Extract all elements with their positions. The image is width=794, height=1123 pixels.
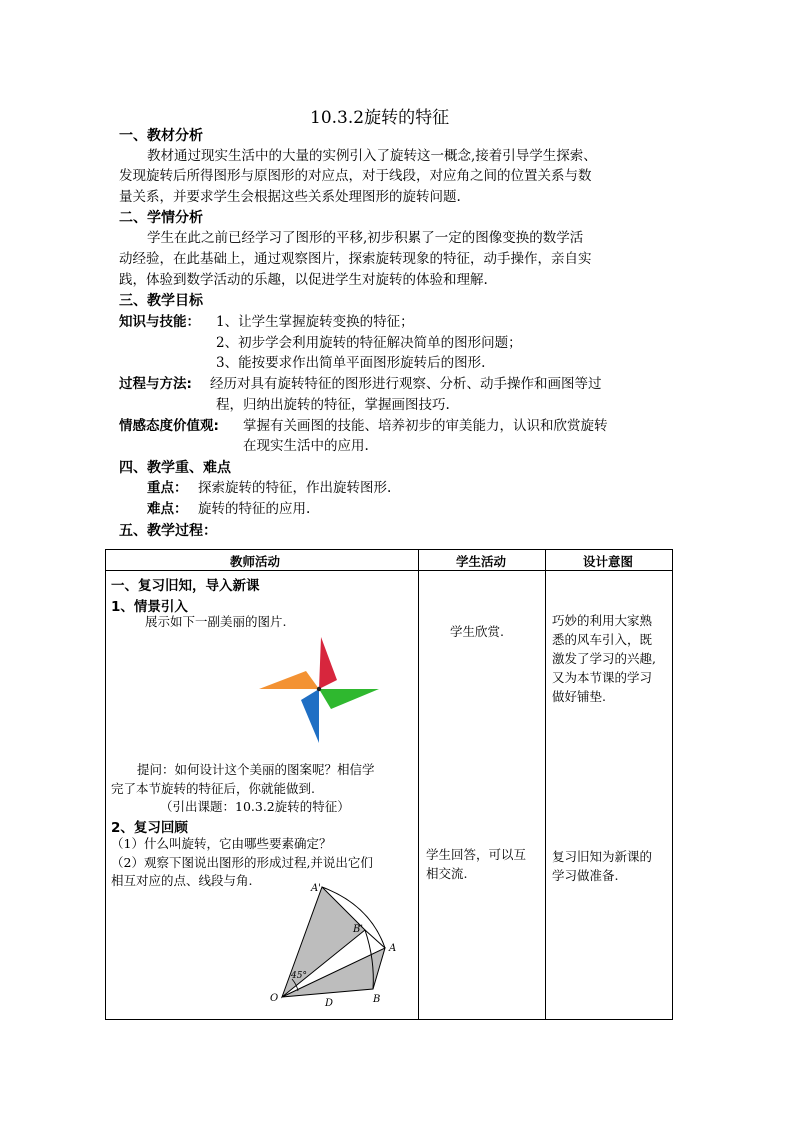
pinwheel-blade-red (319, 637, 337, 689)
table-border-bottom (105, 1019, 673, 1020)
pinwheel-image (255, 632, 385, 747)
pinwheel-center (317, 687, 321, 691)
header-intent: 设计意图 (583, 554, 634, 569)
intent-line: 巧妙的利用大家熟 (552, 613, 653, 628)
student-activity: 学生欣赏. (450, 624, 504, 639)
point-label-B-prime: B' (353, 924, 364, 935)
angle-label: 45° (291, 971, 307, 981)
knowledge-item: 2、初步学会利用旋转的特征解决简单的图形问题； (216, 335, 522, 351)
point-label-A: A (389, 943, 397, 954)
rotation-figure (265, 880, 405, 1010)
table-border-top (105, 549, 673, 550)
header-student: 学生活动 (456, 554, 507, 569)
point-label-B: B (373, 994, 381, 1005)
part1-heading: 一、复习旧知，导入新课 (111, 578, 260, 594)
pinwheel-blade-blue (301, 689, 319, 743)
key-label: 重点： (147, 480, 188, 496)
paragraph-line: 学生在此之前已经学习了图形的平移,初步积累了一定的图像变换的数学活 (147, 230, 584, 246)
point-label-O: O (270, 993, 279, 1004)
intent-line: 激发了学习的兴趣, (552, 651, 656, 666)
pinwheel-blade-orange (259, 671, 319, 689)
subheading-scenario: 1、情景引入 (111, 599, 188, 615)
review-line: （1）什么叫旋转，它由哪些要素确定？ (111, 836, 332, 851)
question-line: （引出课题：10.3.2旋转的特征） (160, 799, 350, 814)
question-line: 完了本节旋转的特征后，你就能做到. (111, 781, 315, 796)
knowledge-item: 3、能按要求作出简单平面图形旋转后的图形. (216, 355, 486, 371)
difficulty-text: 旋转的特征的应用. (198, 501, 311, 517)
section-heading-teaching-process: 五、教学过程： (119, 523, 217, 539)
header-teacher: 教师活动 (230, 554, 281, 569)
section-heading-learner-analysis: 二、学情分析 (119, 210, 203, 226)
process-text: 经历对具有旋转特征的图形进行观察、分析、动手操作和画图等过 (210, 376, 602, 392)
knowledge-label: 知识与技能： (119, 314, 200, 330)
key-text: 探索旋转的特征，作出旋转图形. (198, 480, 392, 496)
table-column-divider (545, 549, 546, 1020)
paragraph-line: 动经验，在此基础上，通过观察图片，探索旋转现象的特征，动手操作，亲自实 (119, 251, 592, 267)
cell-text: 展示如下一副美丽的图片. (145, 614, 287, 629)
paragraph-line: 践，体验到数学活动的乐趣，以促进学生对旋转的体验和理解. (119, 272, 488, 288)
table-header-divider (105, 570, 673, 571)
difficulty-label: 难点： (147, 501, 188, 517)
knowledge-item: 1、让学生掌握旋转变换的特征； (216, 314, 414, 330)
question-line: 提问：如何设计这个美丽的图案呢？相信学 (137, 762, 375, 777)
point-label-D: D (325, 998, 334, 1009)
table-border-right (672, 549, 673, 1020)
section-heading-key-points: 四、教学重、难点 (119, 460, 231, 476)
emotion-text: 在现实生活中的应用. (243, 438, 369, 454)
section-heading-textbook-analysis: 一、教材分析 (119, 128, 203, 144)
table-border-left (105, 549, 106, 1020)
emotion-label: 情感态度价值观: (119, 418, 219, 434)
intent-line: 悉的风车引入，既 (552, 632, 653, 647)
process-text: 程，归纳出旋转的特征，掌握画图技巧. (216, 397, 450, 413)
review-line: 相互对应的点、线段与角. (111, 873, 253, 888)
process-label: 过程与方法: (119, 376, 192, 392)
student-activity-line: 学生回答，可以互 (426, 847, 527, 862)
intent-line: 又为本节课的学习 (552, 670, 653, 685)
intent-line: 学习做准备. (552, 868, 619, 883)
review-line: （2）观察下图说出图形的形成过程,并说出它们 (111, 855, 373, 870)
subheading-review: 2、复习回顾 (111, 820, 188, 836)
point-label-A-prime: A' (311, 883, 321, 894)
intent-line: 做好铺垫. (552, 689, 606, 704)
emotion-text: 掌握有关画图的技能、培养初步的审美能力，认识和欣赏旋转 (243, 418, 608, 434)
page-title: 10.3.2旋转的特征 (310, 108, 450, 128)
intent-line: 复习旧知为新课的 (552, 849, 653, 864)
student-activity-line: 相交流. (426, 866, 468, 881)
paragraph-line: 教材通过现实生活中的大量的实例引入了旋转这一概念,接着引导学生探索、 (147, 148, 597, 164)
table-column-divider (418, 549, 419, 1020)
pinwheel-blade-green (319, 689, 379, 709)
section-heading-teaching-goals: 三、教学目标 (119, 293, 203, 309)
paragraph-line: 发现旋转后所得图形与原图形的对应点，对于线段，对应角之间的位置关系与数 (119, 168, 592, 184)
paragraph-line: 量关系，并要求学生会根据这些关系处理图形的旋转问题. (119, 189, 461, 205)
